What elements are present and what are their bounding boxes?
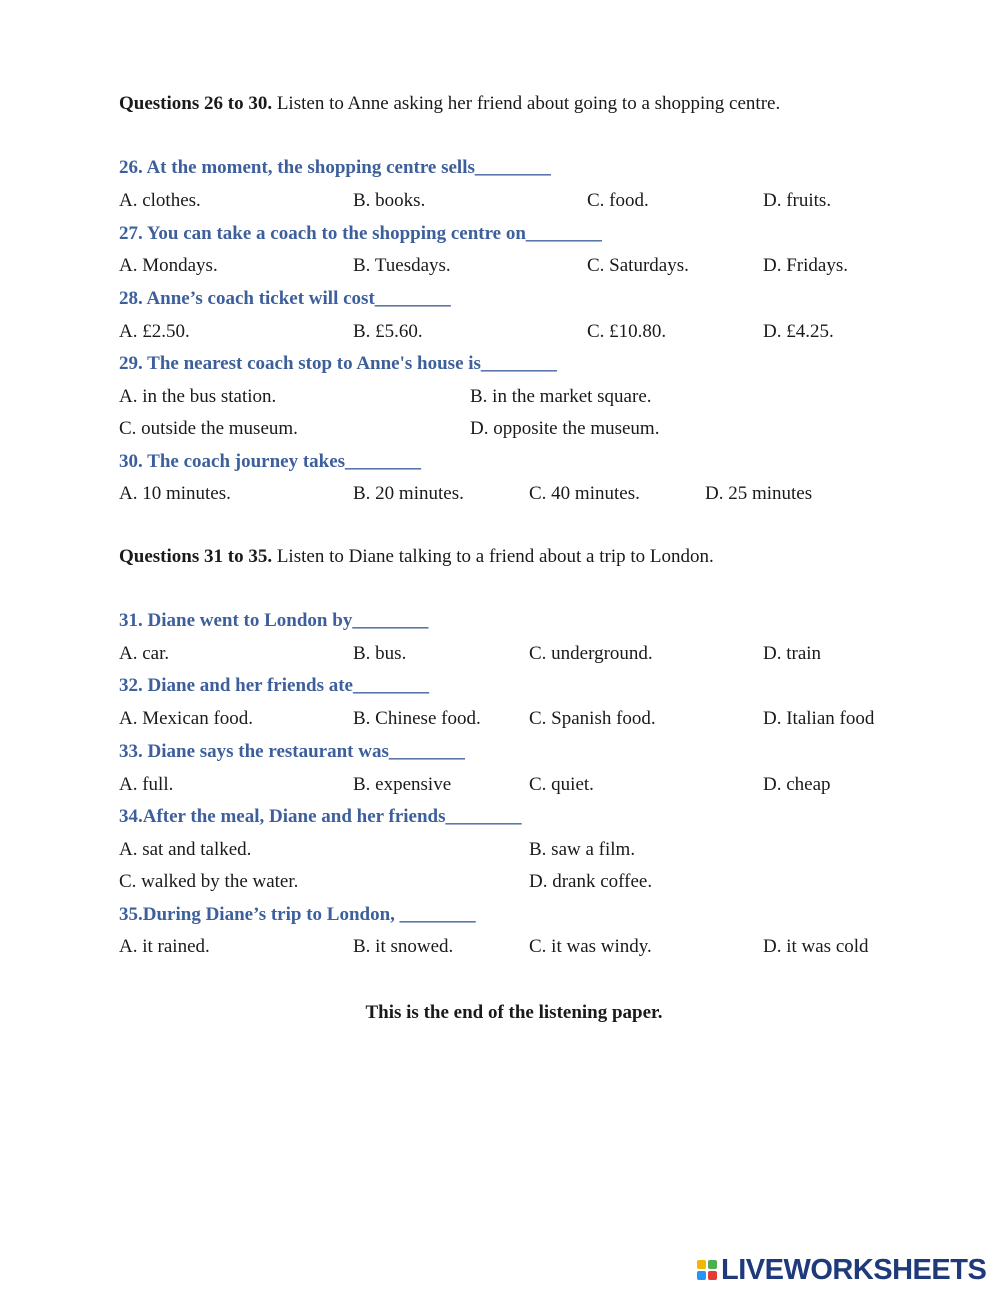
option-35-a[interactable]: A. it rained. [119,936,210,957]
option-26-b[interactable]: B. books. [353,190,426,211]
section-instruction: Listen to Anne asking her friend about going to a shopping centre. [272,93,781,114]
option-30-b[interactable]: B. 20 minutes. [353,483,464,504]
section-intro-31-35 [119,545,714,569]
option-29-b[interactable]: B. in the market square. [470,386,652,407]
option-35-b[interactable]: B. it snowed. [353,936,454,957]
option-31-d[interactable]: D. train [763,643,822,664]
question-27: 27. You can take a coach to the shopping centre on________ [119,223,602,244]
option-26-a[interactable]: A. clothes. [119,190,201,211]
option-32-c[interactable]: C. Spanish food. [529,708,656,729]
end-of-paper-text: This is the end of the listening paper. [365,1002,663,1023]
option-26-d[interactable]: D. fruits. [763,190,832,211]
question-28: 28. Anne’s coach ticket will cost________ [119,288,451,309]
option-34-b[interactable]: B. saw a film. [529,839,636,860]
option-32-a[interactable]: A. Mexican food. [119,708,254,729]
option-29-c[interactable]: C. outside the museum. [119,418,298,439]
option-31-a[interactable]: A. car. [119,643,170,664]
option-27-b[interactable]: B. Tuesdays. [353,255,451,276]
option-33-c[interactable]: C. quiet. [529,774,594,795]
option-32-b[interactable]: B. Chinese food. [353,708,481,729]
question-32: 32. Diane and her friends ate________ [119,675,429,696]
option-29-a[interactable]: A. in the bus station. [119,386,277,407]
question-31: 31. Diane went to London by________ [119,610,429,631]
option-27-c[interactable]: C. Saturdays. [587,255,689,276]
question-34: 34.After the meal, Diane and her friends________ [119,806,522,827]
option-35-c[interactable]: C. it was windy. [529,936,652,957]
option-33-a[interactable]: A. full. [119,774,174,795]
section-instruction: Listen to Diane talking to a friend about a trip to London. [272,546,714,567]
question-35: 35.During Diane’s trip to London, ________ [119,904,476,925]
option-31-c[interactable]: C. underground. [529,643,653,664]
option-34-c[interactable]: C. walked by the water. [119,871,299,892]
option-34-d[interactable]: D. drank coffee. [529,871,653,892]
option-28-a[interactable]: A. £2.50. [119,321,190,342]
question-29: 29. The nearest coach stop to Anne's house is________ [119,353,557,374]
question-26: 26. At the moment, the shopping centre sells________ [119,157,551,178]
section-intro-26-30 [119,92,780,116]
question-33: 33. Diane says the restaurant was________ [119,741,465,762]
option-26-c[interactable]: C. food. [587,190,649,211]
section-heading: Questions 31 to 35. [119,546,273,567]
liveworksheets-logo-icon [697,1260,717,1280]
option-31-b[interactable]: B. bus. [353,643,407,664]
option-29-d[interactable]: D. opposite the museum. [470,418,660,439]
option-35-d[interactable]: D. it was cold [763,936,869,957]
option-33-d[interactable]: D. cheap [763,774,831,795]
option-30-d[interactable]: D. 25 minutes [705,483,813,504]
option-28-b[interactable]: B. £5.60. [353,321,423,342]
liveworksheets-logo[interactable] [697,1255,986,1285]
option-27-d[interactable]: D. Fridays. [763,255,848,276]
liveworksheets-logo-text: LIVEWORKSHEETS [721,1253,987,1286]
option-28-d[interactable]: D. £4.25. [763,321,834,342]
section-heading: Questions 26 to 30. [119,93,273,114]
option-28-c[interactable]: C. £10.80. [587,321,667,342]
option-30-c[interactable]: C. 40 minutes. [529,483,640,504]
option-30-a[interactable]: A. 10 minutes. [119,483,231,504]
option-33-b[interactable]: B. expensive [353,774,452,795]
option-32-d[interactable]: D. Italian food [763,708,875,729]
question-30: 30. The coach journey takes________ [119,451,422,472]
option-34-a[interactable]: A. sat and talked. [119,839,252,860]
option-27-a[interactable]: A. Mondays. [119,255,218,276]
